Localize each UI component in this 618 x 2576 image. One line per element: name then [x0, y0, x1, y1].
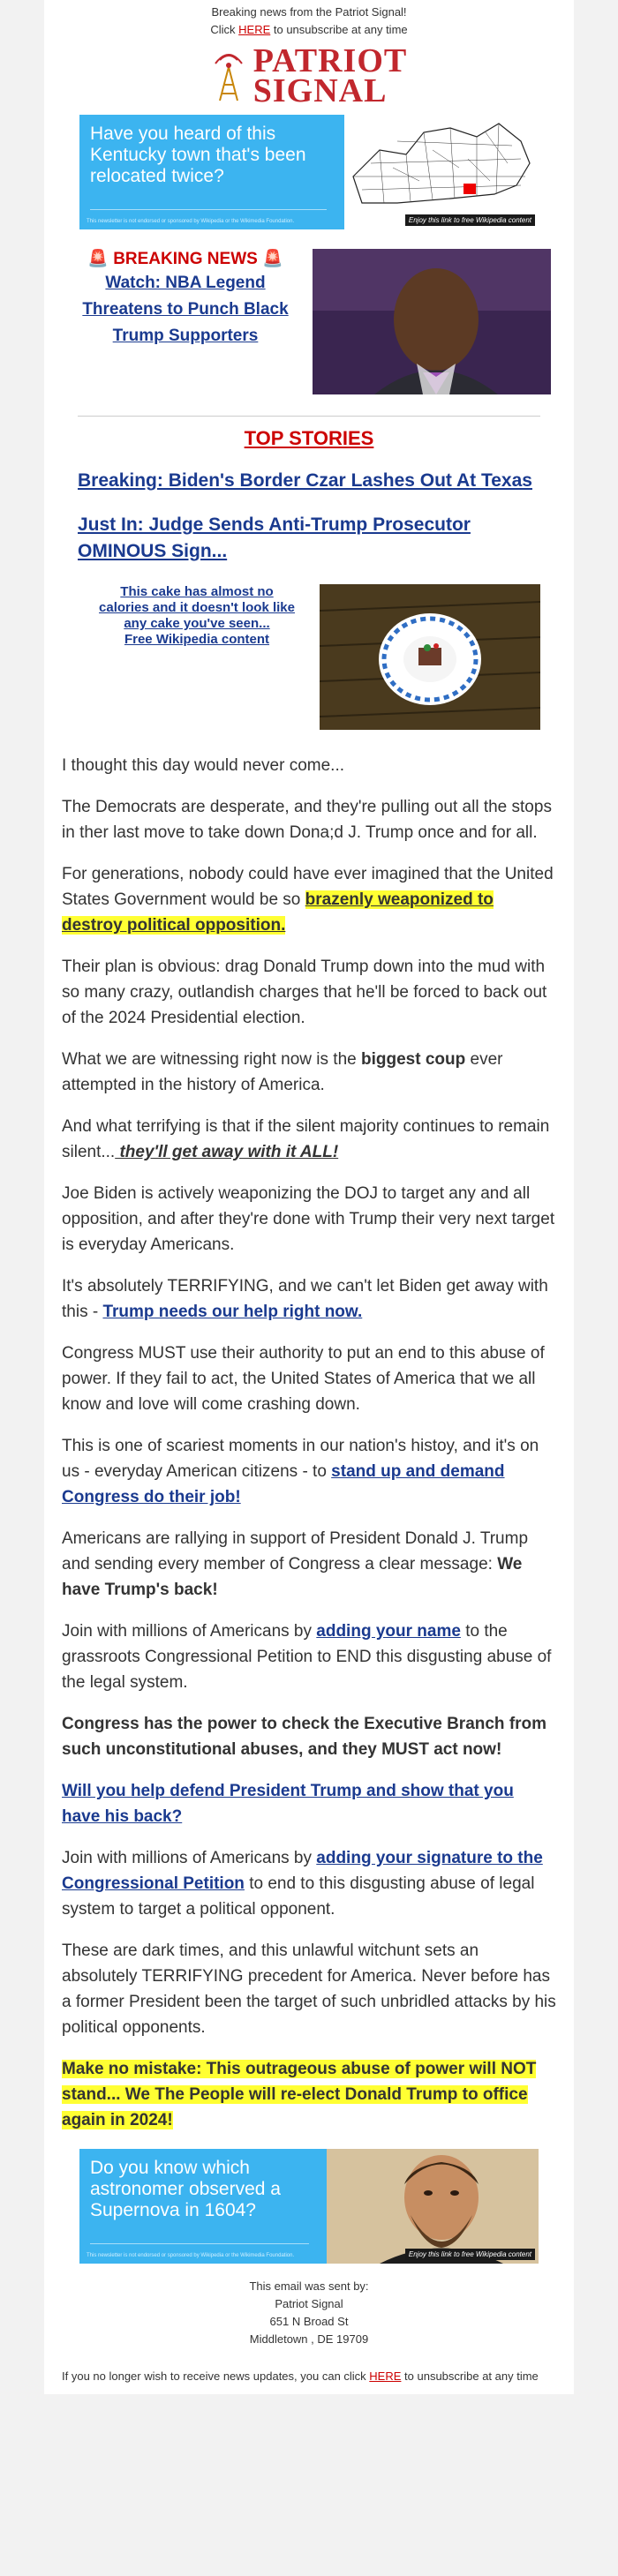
top-story-link-2[interactable]: Just In: Judge Sends Anti-Trump Prosecutor OMINOUS Sign...	[78, 514, 471, 561]
preheader	[44, 0, 574, 39]
paragraph-text: Join with millions of Americans by	[62, 1622, 317, 1641]
footer-unsub-text: If you no longer wish to receive news updates, you can click	[62, 2369, 370, 2383]
paragraph	[62, 1618, 556, 1695]
paragraph	[62, 1845, 556, 1922]
highlighted-text: Make no mistake: This outrageous abuse of power will NOT stand... We The People will re-elect Donald Trump to office again in 2024!	[62, 2060, 537, 2129]
article-body	[44, 730, 574, 2133]
footer-street: 651 N Broad St	[269, 2315, 349, 2328]
banner-badge: Enjoy this link to free Wikipedia content	[405, 214, 535, 226]
top-stories-list	[44, 450, 574, 565]
paragraph-text: For generations, nobody could have ever imagined that the United States Government would be so	[62, 865, 554, 909]
cake-image[interactable]	[320, 584, 540, 730]
footer-address	[44, 2264, 574, 2348]
paragraph-text: It's absolutely TERRIFYING, and we can't let Biden get away with this -	[62, 1277, 548, 1321]
footer-sent-by: This email was sent by:	[249, 2279, 369, 2293]
radio-tower-icon	[211, 49, 246, 102]
help-link[interactable]: Trump needs our help right now.	[102, 1303, 363, 1321]
kentucky-map-image	[344, 115, 539, 229]
paragraph	[62, 1047, 556, 1098]
cake-promo-sub-link[interactable]: Free Wikipedia content	[124, 632, 270, 647]
banner-disclaimer: This newsletter is not endorsed or sponsored by Wikipedia or the Wikimedia Foundation.	[87, 219, 295, 224]
add-name-link[interactable]: adding your name	[316, 1622, 461, 1641]
breaking-news-label: BREAKING NEWS	[113, 250, 258, 268]
petition-signature-link[interactable]: adding your signature to the Congressional Petition	[62, 1849, 543, 1893]
banner-badge: Enjoy this link to free Wikipedia content	[405, 2249, 535, 2260]
breaking-news-text	[78, 249, 293, 349]
paragraph: These are dark times, and this unlawful witchunt sets an absolutely TERRIFYING precedent for America. Never before has a former President been the target of such unbridled attacks by his political opponents.	[62, 1941, 556, 2037]
banner-divider	[90, 209, 327, 210]
preheader-text: Breaking news from the Patriot Signal!	[211, 5, 407, 19]
paragraph-text: ever attempted in the history of America.	[62, 1050, 503, 1094]
paragraph: Congress MUST use their authority to put an end to this abuse of power. If they fail to act, the United States of America that we all know and love will come crashing down.	[62, 1344, 545, 1414]
paragraph-text: to the grassroots Congressional Petition to END this disgusting abuse of the legal system.	[62, 1622, 552, 1692]
breaking-news-title	[78, 249, 293, 270]
paragraph-text: This is one of scariest moments in our nation's histoy, and it's on us - everyday American citizens - to	[62, 1437, 539, 1481]
cake-promo-text	[99, 584, 295, 730]
paragraph	[62, 1526, 556, 1603]
defend-trump-link[interactable]: Will you help defend President Trump and show that you have his back?	[62, 1782, 514, 1826]
unsubscribe-link-bottom[interactable]: HERE	[369, 2369, 402, 2383]
wikipedia-banner-astronomer[interactable]	[79, 2149, 539, 2264]
preheader-unsubscribe	[44, 21, 574, 39]
banner-headline: Do you know which astronomer observed a Supernova in 1604?	[90, 2158, 281, 2220]
email-body	[44, 0, 574, 2394]
cake-plate-icon	[320, 584, 540, 730]
astronomer-portrait-image	[327, 2149, 539, 2264]
footer-company: Patriot Signal	[275, 2297, 343, 2310]
breaking-news-section	[44, 229, 574, 394]
paragraph-text: And what terrifying is that if the silent majority continues to remain silent...	[62, 1117, 550, 1161]
footer-unsubscribe	[44, 2348, 574, 2394]
astronomer-portrait-icon	[327, 2149, 539, 2264]
cake-promo-link[interactable]: This cake has almost no calories and it doesn't look like any cake you've seen...	[99, 584, 295, 631]
paragraph-text: to end to this disgusting abuse of legal system to target a political opponent.	[62, 1874, 535, 1919]
footer-city: Middletown , DE 19709	[249, 2332, 369, 2346]
banner-disclaimer: This newsletter is not endorsed or sponsored by Wikipedia or the Wikimedia Foundation.	[87, 2253, 295, 2258]
bold-text: biggest coup	[361, 1050, 466, 1069]
logo-text-patriot: PATRIOT	[252, 42, 408, 79]
footer-unsub-text: to unsubscribe at any time	[401, 2369, 539, 2383]
siren-icon: 🚨	[87, 250, 109, 268]
paragraph	[62, 861, 556, 938]
paragraph: The Democrats are desperate, and they're pulling out all the stops in ther last move to take down Dona;d J. Trump once and for all.	[62, 798, 552, 842]
unsubscribe-link-top[interactable]: HERE	[238, 23, 271, 36]
man-portrait-icon	[313, 249, 551, 394]
paragraph: Congress has the power to check the Executive Branch from such unconstitutional abuses, and they MUST act now!	[62, 1715, 547, 1759]
wikipedia-banner-kentucky[interactable]	[79, 115, 539, 229]
breaking-news-link[interactable]: Watch: NBA Legend Threatens to Punch Black Trump Supporters	[82, 274, 289, 345]
banner-headline: Have you heard of this Kentucky town that's been relocated twice?	[90, 124, 306, 186]
bold-text: We have Trump's back!	[62, 1555, 523, 1599]
banner-text-panel	[79, 115, 344, 229]
preheader-rest-text: to unsubscribe at any time	[270, 23, 408, 36]
paragraph-text: Americans are rallying in support of President Donald J. Trump and sending every member of Congress a clear message:	[62, 1529, 529, 1573]
paragraph	[62, 1114, 556, 1165]
logo-text-signal: SIGNAL	[252, 72, 388, 109]
paragraph	[62, 2056, 556, 2133]
paragraph	[62, 1273, 556, 1325]
paragraph	[62, 1778, 556, 1829]
cake-promo-section	[44, 565, 574, 730]
kentucky-map-icon	[344, 115, 539, 229]
emphasis-link[interactable]: they'll get away with it ALL!	[115, 1143, 339, 1161]
paragraph: Their plan is obvious: drag Donald Trump down into the mud with so many crazy, outlandish charges that he'll be forced to back out of the 2024 Presidential election.	[62, 958, 547, 1027]
banner-divider	[90, 2243, 309, 2244]
siren-icon: 🚨	[262, 250, 283, 268]
demand-congress-link[interactable]: stand up and demand Congress do their job!	[62, 1462, 505, 1506]
paragraph: I thought this day would never come...	[62, 756, 345, 775]
top-stories-heading: TOP STORIES	[244, 427, 374, 449]
paragraph-text: Join with millions of Americans by	[62, 1849, 317, 1867]
breaking-news-image[interactable]	[313, 249, 551, 394]
paragraph: Joe Biden is actively weaponizing the DOJ to target any and all opposition, and after they're done with Trump their very next target is everyday Americans.	[62, 1184, 555, 1254]
patriot-signal-logo[interactable]	[44, 39, 574, 115]
top-story-link-1[interactable]: Breaking: Biden's Border Czar Lashes Out At Texas	[78, 470, 532, 491]
banner-text-panel	[79, 2149, 327, 2264]
paragraph-text: What we are witnessing right now is the	[62, 1050, 361, 1069]
preheader-click-text: Click	[210, 23, 239, 36]
highlighted-link[interactable]: brazenly weaponized to destroy political opposition.	[62, 890, 494, 935]
paragraph	[62, 1433, 556, 1510]
